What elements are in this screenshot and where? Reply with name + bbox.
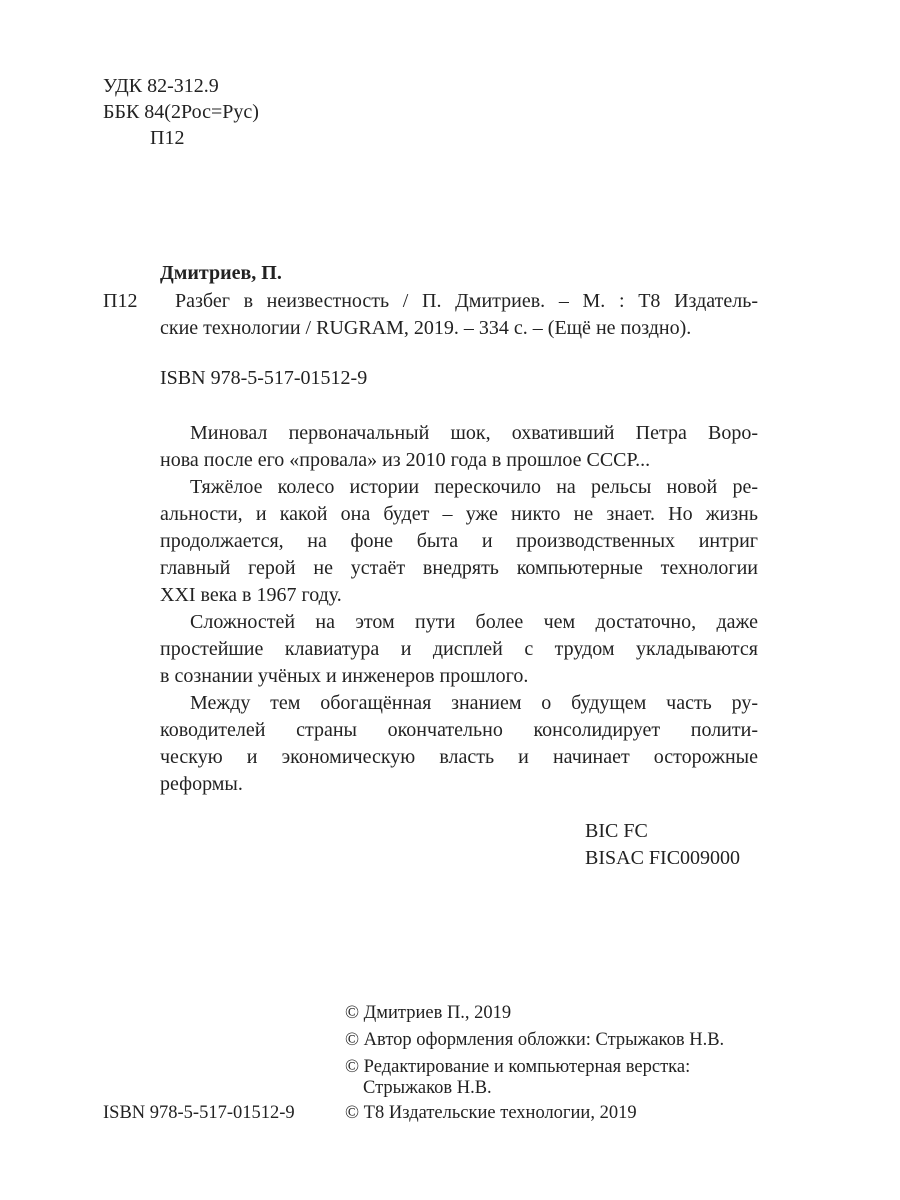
annotation-line: ческую и экономическую власть и начинает осторожные <box>160 746 758 768</box>
annotation-line: ководителей страны окончательно консолидирует полити- <box>160 719 758 741</box>
annotation-line: нова после его «провала» из 2010 года в прошлое СССР... <box>160 449 651 471</box>
annotation-line: XXI века в 1967 году. <box>160 584 342 606</box>
annotation-line: в сознании учёных и инженеров прошлого. <box>160 665 529 687</box>
bic-code: BIC FC <box>585 820 648 842</box>
catalog-line: Разбег в неизвестность / П. Дмитриев. – М. : Т8 Издатель- <box>175 290 758 312</box>
copyright-line: © Т8 Издательские технологии, 2019 <box>345 1103 637 1123</box>
copyright-line: © Дмитриев П., 2019 <box>345 1003 512 1023</box>
udk-code: УДК 82-312.9 <box>103 75 219 97</box>
annotation-line: реформы. <box>160 773 243 795</box>
bisac-code: BISAC FIC009000 <box>585 847 741 869</box>
annotation-line: Миновал первоначальный шок, охвативший Петра Воро- <box>190 422 758 444</box>
annotation-line: продолжается, на фоне быта и производственных интриг <box>160 530 758 552</box>
copyright-isbn: ISBN 978-5-517-01512-9 <box>103 1103 295 1123</box>
annotation-line: Сложностей на этом пути более чем достаточно, даже <box>190 611 758 633</box>
catalog-isbn: ISBN 978-5-517-01512-9 <box>160 367 368 389</box>
annotation-line: Между тем обогащённая знанием о будущем часть ру- <box>190 692 758 714</box>
annotation-line: Тяжёлое колесо истории перескочило на рельсы новой ре- <box>190 476 758 498</box>
annotation-line: главный герой не устаёт внедрять компьютерные технологии <box>160 557 758 579</box>
annotation-line: альности, и какой она будет – уже никто не знает. Но жизнь <box>160 503 758 525</box>
annotation-line: простейшие клавиатура и дисплей с трудом укладываются <box>160 638 758 660</box>
copyright-line: Стрыжаков Н.В. <box>363 1078 492 1098</box>
catalog-mark: П12 <box>103 290 138 312</box>
catalog-line: ские технологии / RUGRAM, 2019. – 334 с. – (Ещё не поздно). <box>160 317 692 339</box>
bbk-code: ББК 84(2Рос=Рус) <box>103 101 259 123</box>
catalog-author: Дмитриев, П. <box>160 262 282 284</box>
copyright-line: © Редактирование и компьютерная верстка: <box>345 1057 691 1077</box>
author-mark: П12 <box>150 127 185 149</box>
copyright-line: © Автор оформления обложки: Стрыжаков Н.В. <box>345 1030 725 1050</box>
